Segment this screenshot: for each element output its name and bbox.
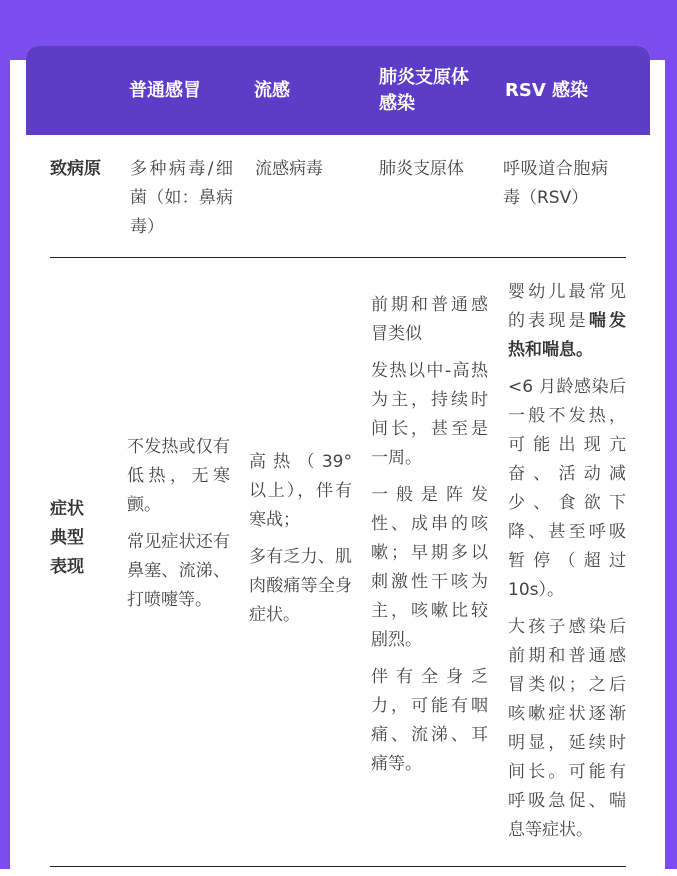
cell-cold-pathogen: 多种病毒/细菌（如：鼻病毒） [130, 159, 233, 237]
rsv-symptom-1 [508, 278, 626, 365]
row-label-symptoms-line2: 典型 [50, 528, 84, 548]
rsv-symptom-1-bold: 喘发热和喘息。 [508, 311, 627, 360]
header-mycoplasma-line1: 肺炎支原体 [379, 66, 469, 88]
comparison-table [26, 46, 650, 876]
right-border [665, 0, 677, 869]
cell-cold-symptoms [127, 433, 230, 615]
row-label-pathogen: 致病原 [50, 159, 101, 179]
cell-mycoplasma-pathogen: 肺炎支原体 [379, 159, 464, 179]
flu-symptom-2: 多有乏力、肌肉酸痛等全身症状。 [249, 547, 352, 625]
rsv-symptom-1-text: 婴幼儿最常见的表现是 [508, 282, 626, 331]
rsv-symptom-2: <6 月龄感染后一般不发热，可能出现亢奋、活动减少、食欲下降、甚至呼吸暂停（超过 10s）。 [508, 377, 626, 600]
cell-flu-symptoms [249, 448, 352, 630]
header-common-cold-label: 普通感冒 [129, 79, 201, 101]
rsv-symptom-3: 大孩子感染后前期和普通感冒类似；之后咳嗽症状逐渐明显，延续时间长。可能有呼吸急促、喘息等症状。 [508, 617, 626, 840]
table-header [26, 46, 650, 135]
mycoplasma-symptom-3: 一般是阵发性、成串的咳嗽；早期多以刺激性干咳为主，咳嗽比较剧烈。 [371, 485, 488, 650]
cell-rsv-pathogen: 呼吸道合胞病毒（RSV） [503, 159, 608, 208]
cold-symptom-2: 常见症状还有鼻塞、流涕、打喷嚏等。 [127, 532, 230, 610]
header-flu [254, 46, 290, 135]
row-label-symptoms-line3: 表现 [50, 557, 84, 577]
flu-symptom-1: 高热（39° 以上），伴有寒战； [249, 452, 352, 530]
header-mycoplasma-line2: 感染 [379, 92, 415, 114]
header-rsv [505, 46, 588, 135]
header-common-cold [129, 46, 201, 135]
mycoplasma-symptom-4: 伴有全身乏力，可能有咽痛、流涕、耳痛等。 [371, 667, 488, 774]
header-rsv-label: RSV 感染 [505, 79, 589, 101]
cell-flu-pathogen: 流感病毒 [255, 159, 323, 179]
header-mycoplasma [379, 46, 469, 135]
mycoplasma-symptom-1: 前期和普通感冒类似 [371, 295, 488, 344]
row-label-symptoms-line1: 症状 [50, 499, 84, 519]
left-border [0, 0, 10, 869]
row-divider-bottom [50, 866, 626, 867]
mycoplasma-symptom-2: 发热以中-高热为主，持续时间长，甚至是一周。 [371, 361, 488, 468]
header-flu-label: 流感 [254, 79, 290, 101]
row-divider [50, 257, 626, 258]
cell-mycoplasma-symptoms [371, 291, 488, 779]
cold-symptom-1: 不发热或仅有低热，无寒颤。 [127, 437, 230, 515]
cell-rsv-symptoms [508, 278, 626, 845]
row-label-symptoms [50, 495, 100, 582]
